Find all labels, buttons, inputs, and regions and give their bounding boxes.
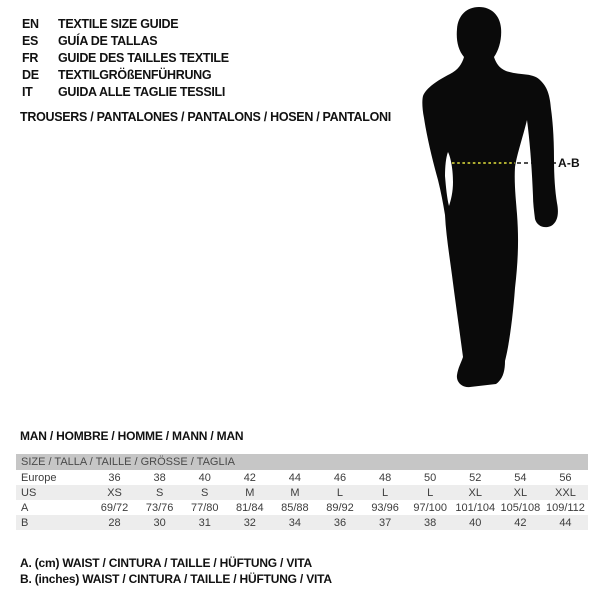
row-label: B <box>21 516 29 529</box>
size-value-cell: 42 <box>514 516 527 529</box>
measurement-note: B. (inches) WAIST / CINTURA / TAILLE / HÜFTUNG / VITA <box>20 572 332 586</box>
language-row <box>22 15 229 32</box>
size-value-cell: 48 <box>378 471 392 484</box>
size-value-cell: 89/92 <box>326 501 354 514</box>
size-value-cell: 109/112 <box>545 501 585 514</box>
language-code: ES <box>22 33 39 48</box>
size-value-cell: 30 <box>153 516 166 529</box>
language-guide-title: GUIDE DES TAILLES TEXTILE <box>58 50 229 65</box>
size-value-cell: 44 <box>559 516 572 529</box>
size-value-cell: 77/80 <box>190 501 219 514</box>
size-value-cell: XXL <box>555 486 576 499</box>
size-value-cell: M <box>245 486 255 499</box>
language-guide-title: GUIDA ALLE TAGLIE TESSILI <box>58 84 226 99</box>
size-value-cell: 44 <box>288 471 302 484</box>
row-label: A <box>21 501 29 514</box>
language-row <box>22 66 229 83</box>
table-row <box>16 470 588 485</box>
size-value-cell: L <box>336 486 344 499</box>
size-value-cell: 69/72 <box>100 501 129 514</box>
size-value-cell: 56 <box>559 471 572 484</box>
category-title: TROUSERS / PANTALONES / PANTALONS / HOSEN / PANTALONI <box>20 110 391 124</box>
size-value-cell: 40 <box>198 471 211 484</box>
table-row <box>16 500 588 515</box>
size-value-cell: L <box>382 486 389 499</box>
measurement-notes <box>20 555 332 587</box>
size-value-cell: XL <box>468 486 482 499</box>
size-value-cell: 38 <box>424 516 437 529</box>
size-value-cell: XS <box>107 486 122 499</box>
table-row <box>16 515 588 530</box>
language-row <box>22 83 229 100</box>
size-value-cell: 97/100 <box>413 501 447 514</box>
size-value-cell: 81/84 <box>236 501 264 514</box>
size-value-cell: 28 <box>108 516 121 529</box>
size-table-body <box>16 470 588 530</box>
size-value-cell: 40 <box>469 516 482 529</box>
man-silhouette-figure <box>400 0 580 400</box>
size-value-cell: 36 <box>333 516 347 529</box>
size-table <box>16 454 588 530</box>
measurement-note: A. (cm) WAIST / CINTURA / TAILLE / HÜFTUNG / VITA <box>20 556 312 570</box>
size-value-cell: 50 <box>424 471 437 484</box>
size-value-cell: 38 <box>153 471 166 484</box>
size-value-cell: 34 <box>288 516 302 529</box>
measure-label: A-B <box>558 156 580 170</box>
size-value-cell: 85/88 <box>281 501 309 514</box>
table-row <box>16 485 588 500</box>
language-code: DE <box>22 67 39 82</box>
size-value-cell: L <box>427 486 434 499</box>
man-silhouette <box>422 7 558 387</box>
row-label: Europe <box>21 471 57 484</box>
size-value-cell: 42 <box>243 471 256 484</box>
size-value-cell: 73/76 <box>145 501 174 514</box>
language-code: EN <box>22 16 39 31</box>
language-guide-title: TEXTILE SIZE GUIDE <box>58 16 179 31</box>
language-row <box>22 49 229 66</box>
size-value-cell: 101/104 <box>455 501 496 514</box>
language-code: IT <box>22 84 33 99</box>
size-value-cell: S <box>201 486 209 499</box>
language-guide-title: TEXTILGRÖßENFÜHRUNG <box>58 67 212 82</box>
language-row <box>22 32 229 49</box>
gender-heading: MAN / HOMBRE / HOMME / MANN / MAN <box>20 429 244 443</box>
size-table-header: SIZE / TALLA / TAILLE / GRÖSSE / TAGLIA <box>16 454 588 470</box>
row-label: US <box>21 486 37 499</box>
language-guide-title: GUÍA DE TALLAS <box>58 33 158 48</box>
size-value-cell: 32 <box>243 516 256 529</box>
language-code: FR <box>22 50 39 65</box>
size-value-cell: 105/108 <box>500 501 541 514</box>
size-value-cell: 46 <box>333 471 347 484</box>
size-value-cell: XL <box>513 486 528 499</box>
size-value-cell: 37 <box>378 516 392 529</box>
size-value-cell: M <box>290 486 300 499</box>
size-value-cell: 52 <box>469 471 482 484</box>
size-value-cell: 93/96 <box>371 501 399 514</box>
size-value-cell: 31 <box>198 516 211 529</box>
size-value-cell: 54 <box>514 471 527 484</box>
language-list <box>22 15 229 100</box>
size-value-cell: S <box>155 486 164 499</box>
size-value-cell: 36 <box>108 471 121 484</box>
